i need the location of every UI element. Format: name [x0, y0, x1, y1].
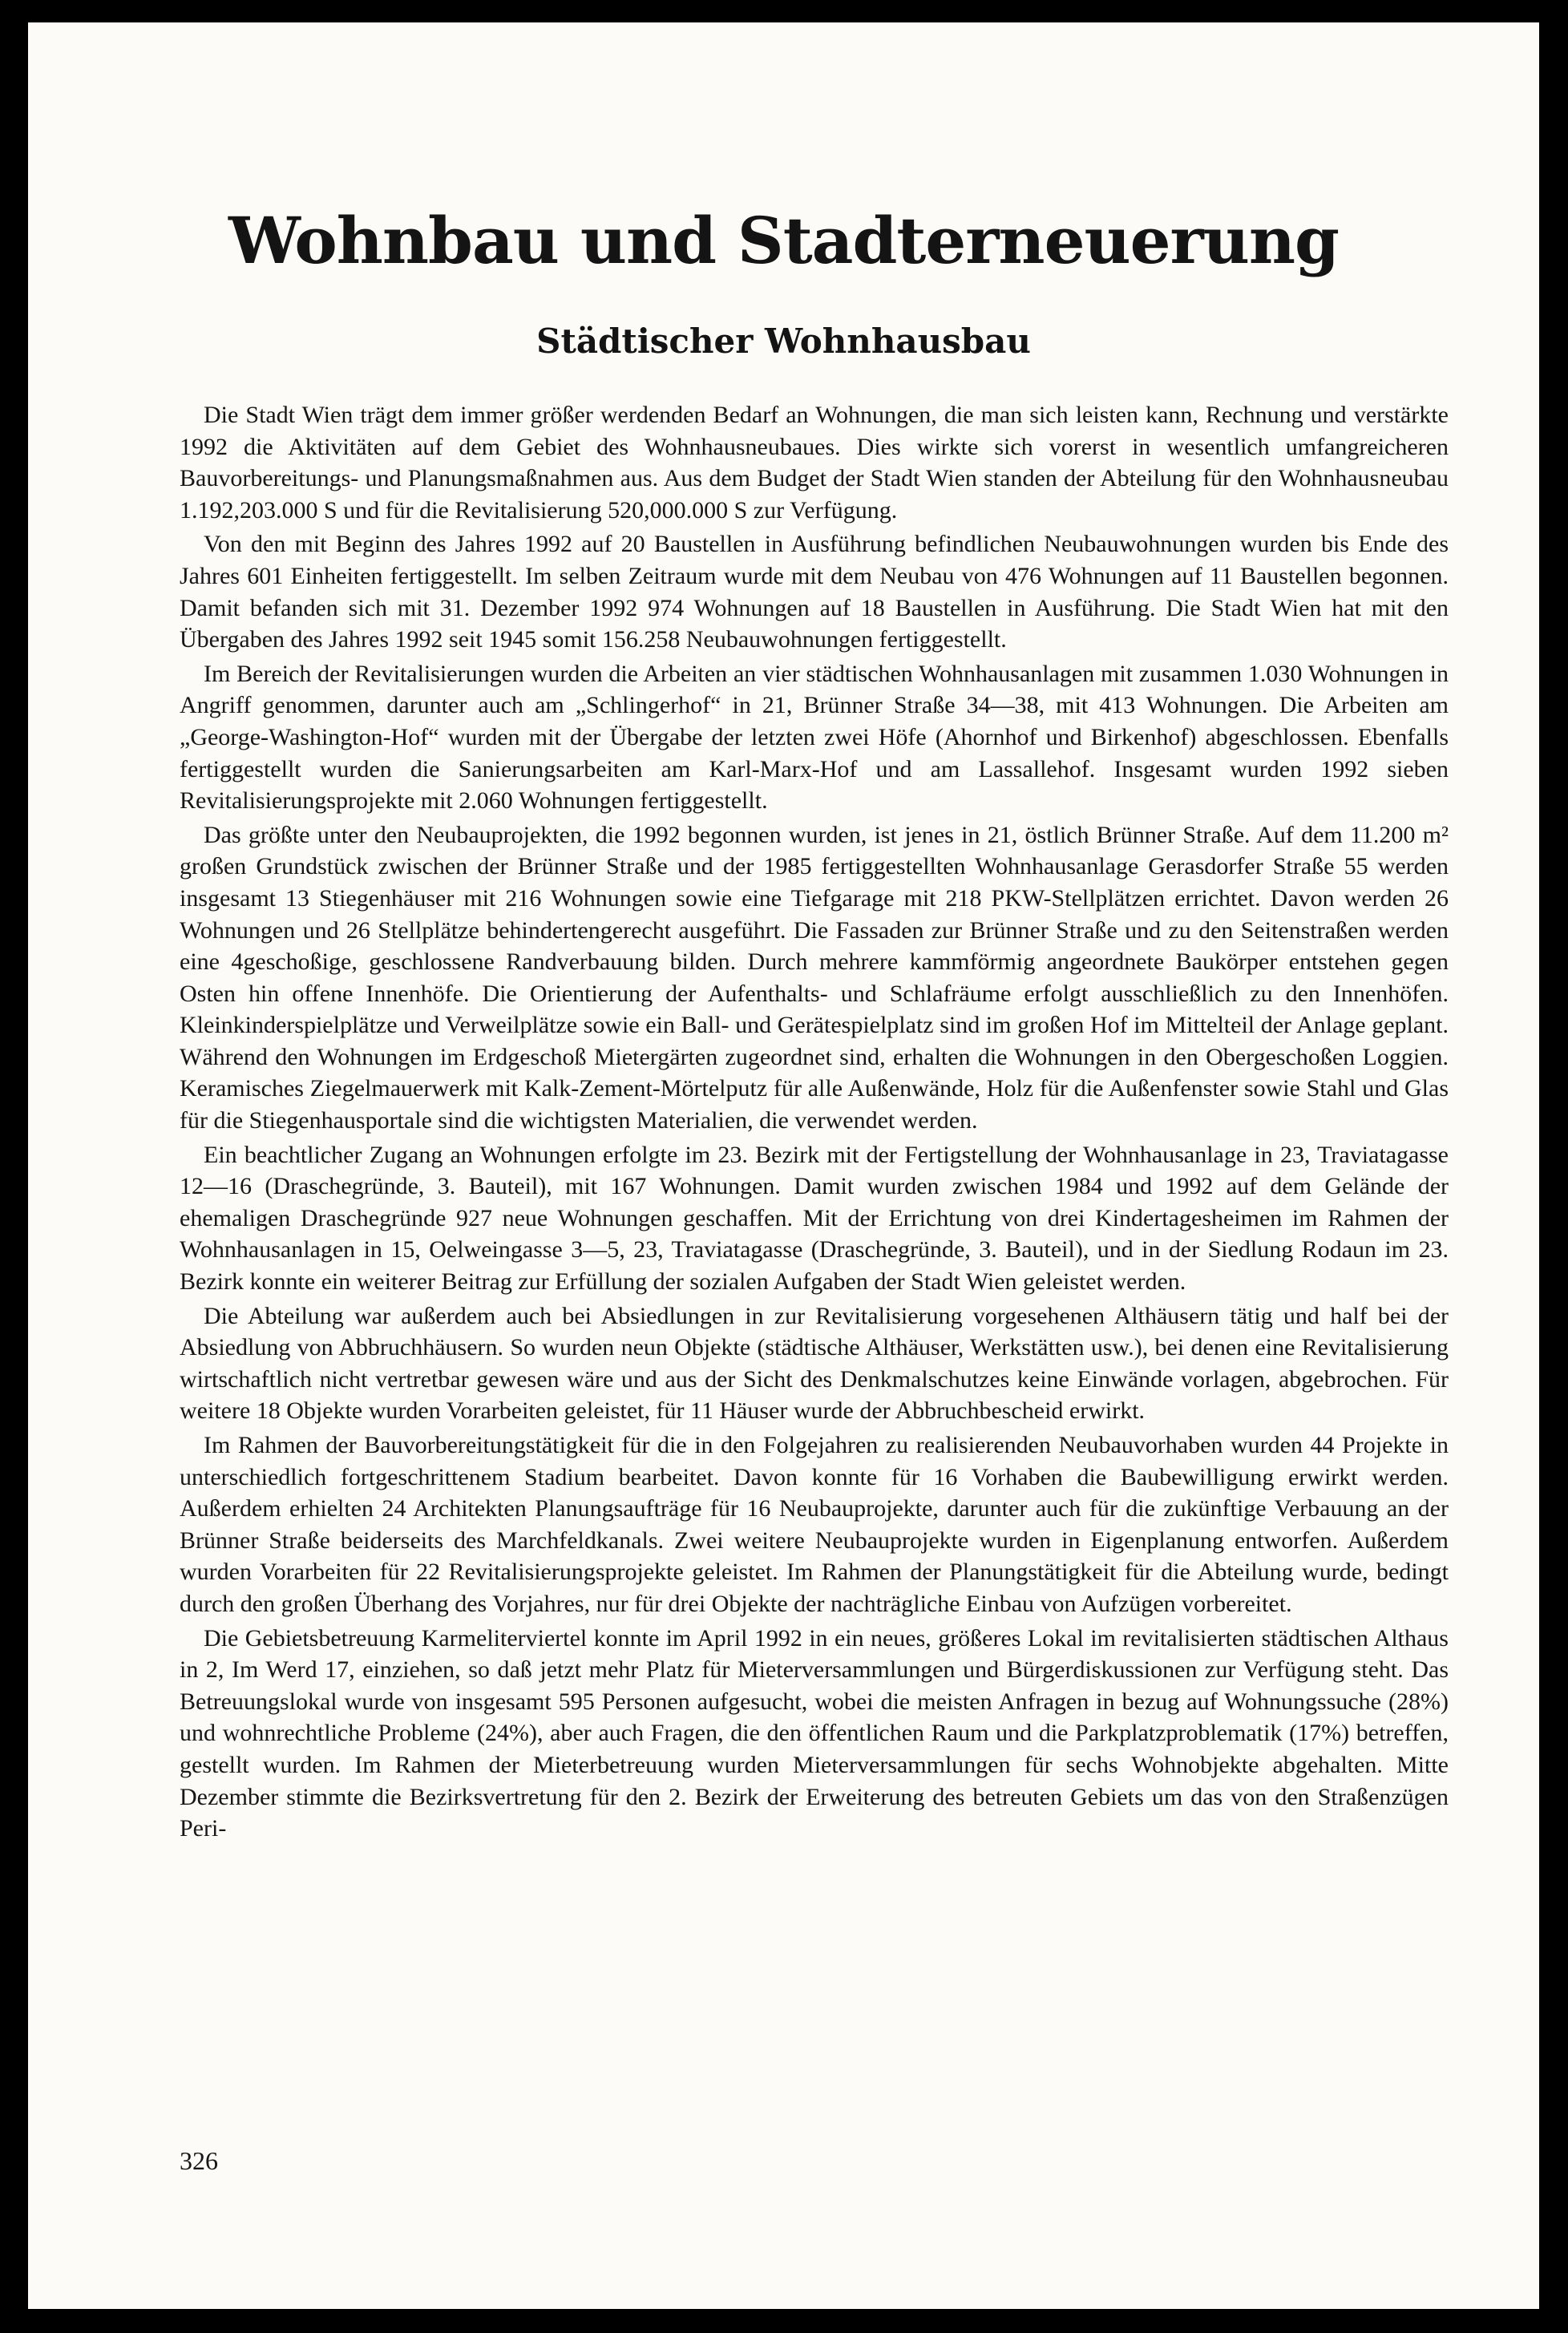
paragraph: Die Abteilung war außerdem auch bei Absiedlungen in zur Revitalisierung vorgesehenen Althäusern tätig und half bei der Absiedlung von Abbruchhäusern. So wurden neun Objekte (städtische Althäuser, Werkstätten usw.), bei denen eine Revitalisierung wirtschaftlich nicht vertretbar gewesen wäre und aus der Sicht des Denkmalschutzes keine Einwände vorlagen, abgebrochen. Für weitere 18 Objekte wurden Vorarbeiten geleistet, für 11 Häuser wurde der Abbruchbescheid erwirkt. [180, 1302, 1449, 1425]
paragraph: Das größte unter den Neubauprojekten, die 1992 begonnen wurden, ist jenes in 21, östlich Brünner Straße. Auf dem 11.200 m² großen Grundstück zwischen der Brünner Straße und der 1985 fertiggestellten Wohnhausanlage Gerasdorfer Straße 55 werden insgesamt 13 Stiegenhäuser mit 216 Wohnungen sowie eine Tiefgarage mit 218 PKW-Stellplätzen errichtet. Davon werden 26 Wohnungen und 26 Stellplätze behindertengerecht ausgeführt. Die Fassaden zur Brünner Straße und zu den Seitenstraßen werden eine 4geschoßige, geschlossene Randverbauung bilden. Durch mehrere kammförmig angeordnete Baukörper entstehen gegen Osten hin offene Innenhöfe. Die Orientierung der Aufenthalts- und Schlafräume erfolgt ausschließlich zu den Innenhöfen. Kleinkinderspielplätze und Verweilplätze sowie ein Ball- und Gerätespielplatz sind im großen Hof im Mittelteil der Anlage geplant. Während den Wohnungen im Erdgeschoß Mietergärten zugeordnet sind, erhalten die Wohnungen in den Obergeschoßen Loggien. Keramisches Ziegelmauerwerk mit Kalk-Zement-Mörtelputz für alle Außenwände, Holz für die Außenfenster sowie Stahl und Glas für die Stiegenhausportale sind die wichtigsten Materialien, die verwendet werden. [180, 821, 1449, 1134]
paragraph: Von den mit Beginn des Jahres 1992 auf 20 Baustellen in Ausführung befindlichen Neubauwohnungen wurden bis Ende des Jahres 601 Einheiten fertiggestellt. Im selben Zeitraum wurde mit dem Neubau von 476 Wohnungen auf 11 Baustellen begonnen. Damit befanden sich mit 31. Dezember 1992 974 Wohnungen auf 18 Baustellen in Ausführung. Die Stadt Wien hat mit den Übergaben des Jahres 1992 seit 1945 somit 156.258 Neubauwohnungen fertiggestellt. [180, 531, 1449, 653]
paragraph: Im Rahmen der Bauvorbereitungstätigkeit für die in den Folgejahren zu realisierenden Neubauvorhaben wurden 44 Projekte in unterschiedlich fortgeschrittenem Stadium bearbeitet. Davon konnte für 16 Vorhaben die Baubewilligung erwirkt werden. Außerdem erhielten 24 Architekten Planungsaufträge für 16 Neubauprojekte, darunter auch für die zukünftige Verbauung an der Brünner Straße beiderseits des Marchfeldkanals. Zwei weitere Neubauprojekte wurden in Eigenplanung entworfen. Außerdem wurden Vorarbeiten für 22 Revitalisierungsprojekte geleistet. Im Rahmen der Planungstätigkeit für die Abteilung wurde, bedingt durch den großen Überhang des Vorjahres, nur für drei Objekte der nachträgliche Einbau von Aufzügen vorbereitet. [180, 1432, 1449, 1617]
body-text [180, 399, 1449, 1847]
paragraph: Ein beachtlicher Zugang an Wohnungen erfolgte im 23. Bezirk mit der Fertigstellung der Wohnhausanlage in 23, Traviatagasse 12—16 (Draschegründe, 3. Bauteil), mit 167 Wohnungen. Damit wurden zwischen 1984 und 1992 auf dem Gelände der ehemaligen Draschegründe 927 neue Wohnungen geschaffen. Mit der Errichtung von drei Kindertagesheimen im Rahmen der Wohnhausanlagen in 15, Oelweingasse 3—5, 23, Traviatagasse (Draschegründe, 3. Bauteil), und in der Siedlung Rodaun im 23. Bezirk konnte ein weiterer Beitrag zur Erfüllung der sozialen Aufgaben der Stadt Wien geleistet werden. [180, 1141, 1449, 1296]
section-heading: Städtischer Wohnhausbau [536, 321, 1031, 361]
document-page [28, 22, 1539, 2309]
paragraph: Die Gebietsbetreuung Karmeliterviertel konnte im April 1992 in ein neues, größeres Lokal im revitalisierten städtischen Althaus in 2, Im Werd 17, einziehen, so daß jetzt mehr Platz für Mieterversammlungen und Bürgerdiskussionen zur Verfügung steht. Das Betreuungslokal wurde von insgesamt 595 Personen aufgesucht, wobei die meisten Anfragen in bezug auf Wohnungssuche (28%) und wohnrechtliche Probleme (24%), aber auch Fragen, die den öffentlichen Raum und die Parkplatzproblematik (17%) betreffen, gestellt wurden. Im Rahmen der Mieterbetreuung wurden Mieterversammlungen für sechs Wohnobjekte abgehalten. Mitte Dezember stimmte die Bezirksvertretung für den 2. Bezirk der Erweiterung des betreuten Gebiets um das von den Straßenzügen Peri- [180, 1624, 1449, 1842]
page-number: 326 [180, 2146, 218, 2175]
page-title: Wohnbau und Stadterneuerung [228, 203, 1339, 278]
paragraph: Im Bereich der Revitalisierungen wurden die Arbeiten an vier städtischen Wohnhausanlagen mit zusammen 1.030 Wohnungen in Angriff genommen, darunter auch am „Schlingerhof“ in 21, Brünner Straße 34—38, mit 413 Wohnungen. Die Arbeiten am „George-Washington-Hof“ wurden mit der Übergabe der letzten zwei Höfe (Ahornhof und Birkenhof) abgeschlossen. Ebenfalls fertiggestellt wurden die Sanierungsarbeiten am Karl-Marx-Hof und am Lassallehof. Insgesamt wurden 1992 sieben Revitalisierungsprojekte mit 2.060 Wohnungen fertiggestellt. [180, 660, 1449, 815]
paragraph: Die Stadt Wien trägt dem immer größer werdenden Bedarf an Wohnungen, die man sich leisten kann, Rechnung und verstärkte 1992 die Aktivitäten auf dem Gebiet des Wohnhausneubaues. Dies wirkte sich vorerst in wesentlich umfangreicheren Bauvorbereitungs- und Planungsmaßnahmen aus. Aus dem Budget der Stadt Wien standen der Abteilung für den Wohnhausneubau 1.192,203.000 S und für die Revitalisierung 520,000.000 S zur Verfügung. [180, 402, 1449, 524]
